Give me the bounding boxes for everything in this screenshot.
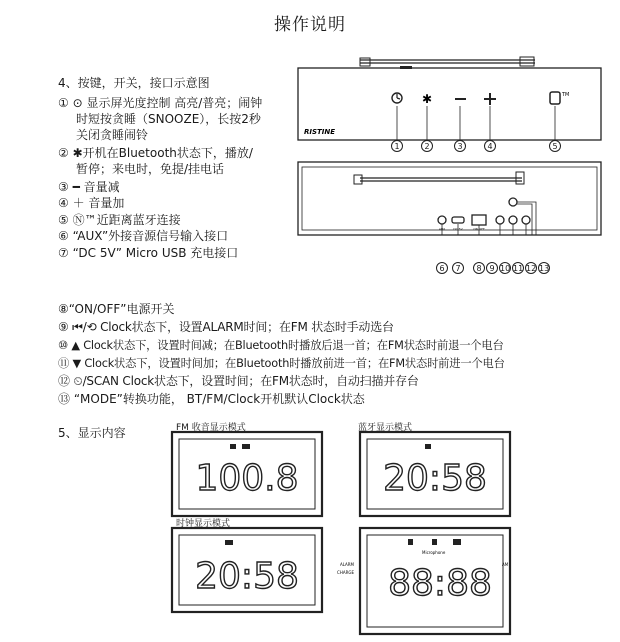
bt-digits: 20:58 [383,458,487,499]
callout-1: 1 [391,140,403,152]
instruction-line: ① ⊙ 显示屏光度控制 高亮/普亮；闹钟 [58,96,263,110]
all-segment-digits: 88:88 [388,563,492,604]
svg-text:AUX: AUX [438,227,446,231]
brand-logo: RISTINE [304,128,336,136]
callout-3: 3 [454,140,466,152]
display-caption-clock: 时钟显示模式 [176,519,231,529]
section5-heading: 5、显示内容 [58,426,126,440]
charge-label: CHARGE [337,570,354,575]
clock-digits: 20:58 [195,556,299,597]
fm-digits: 100.8 [195,458,299,499]
callout-4: 4 [484,140,496,152]
instruction-line: ⑪ ▼ Clock状态下，设置时间加；在Bluetooth时播放前进一首；在FM状态时前进一个电台 [58,357,505,370]
am-label: AM [502,562,509,567]
instruction-line: 暂停；来电时，免提/挂电话 [76,162,225,176]
microphone-label: Microphone [422,550,446,555]
svg-text:ON OFF: ON OFF [473,227,485,231]
callout-6: 6 [436,262,448,274]
instruction-line: ⑤ Ⓝ™近距离蓝牙连接 [58,213,181,227]
instruction-line: ⑩ ▲ Clock状态下，设置时间减；在Bluetooth时播放后退一首；在FM状态时前退一个电台 [58,339,504,352]
bluetooth-icon: ✱ [421,92,433,106]
svg-text:TM: TM [562,92,570,98]
callout-2: 2 [421,140,433,152]
instruction-line: ⑬ “MODE”转换功能， BT/FM/Clock开机默认Clock状态 [58,392,365,406]
instruction-line: 关闭贪睡闹铃 [76,128,149,142]
instruction-line: 时短按贪睡（SNOOZE），长按2秒 [76,112,261,126]
callout-12: 12 [526,264,537,273]
instruction-line: ② ✱开机在Bluetooth状态下，播放/ [58,146,253,160]
callout-13: 13 [539,264,550,273]
instruction-line: ⑨ ⏮/⟲ Clock状态下，设置ALARM时间；在FM 状态时手动选台 [58,320,394,334]
instruction-line: ⑫ ⏲/SCAN Clock状态下，设置时间；在FM状态时，自动扫描并存台 [58,374,419,388]
alarm-label: ALARM [339,562,354,567]
instruction-line: ③ ━ 音量减 [58,180,120,194]
callout-8: 8 [473,262,485,274]
callout-5: 5 [549,140,561,152]
display-caption-bt: 蓝牙显示模式 [358,423,413,433]
display-panels [170,430,530,636]
display-caption-fm: FM 收音显示模式 [176,423,246,433]
instruction-line: ⑧“ON/OFF”电源开关 [58,302,175,316]
instruction-line: ⑥ “AUX”外接音源信号输入接口 [58,229,229,243]
callout-7: 7 [452,262,464,274]
page-title: 操作说明 [274,15,346,35]
section4-heading: 4、按键，开关，接口示意图 [58,76,210,90]
instruction-line: ④ ＋ 音量加 [58,196,125,210]
callout-9: 9 [486,262,498,274]
callout-11: 11 [513,264,524,273]
instruction-line: ⑦ “DC 5V” Micro USB 充电接口 [58,246,239,260]
svg-text:DC 5V: DC 5V [453,227,463,231]
callout-10: 10 [500,264,511,273]
device-diagram [290,44,610,280]
